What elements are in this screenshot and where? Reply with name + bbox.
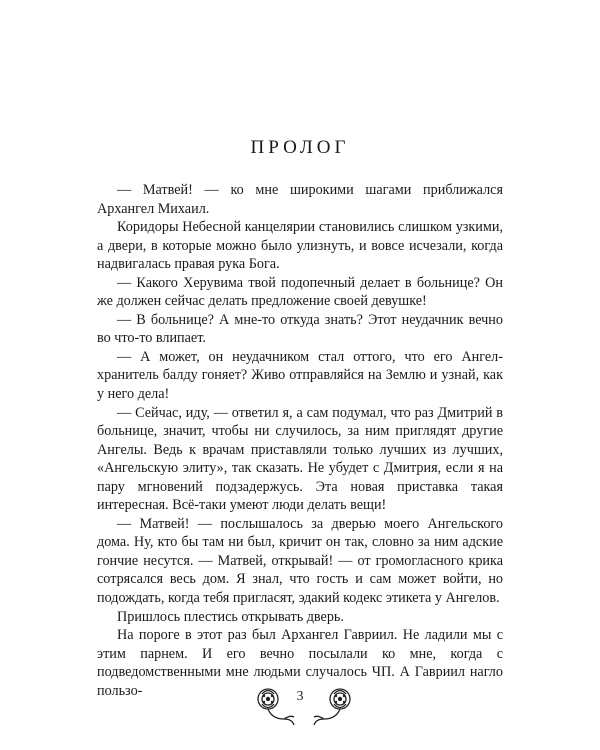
paragraph: — В больнице? А мне-то откуда знать? Этот неудачник вечно во что-то влипает.: [97, 311, 503, 347]
flower-ornament-icon: [308, 683, 358, 731]
paragraph: — А может, он неудачником стал оттого, что его Ангел-хранитель балду гоняет? Живо отправляйся на Землю и узнай, как у него дела!: [97, 348, 503, 403]
page-footer: [0, 683, 600, 733]
paragraph: — Какого Херувима твой подопечный делает в больнице? Он же должен сейчас делать предложение своей девушке!: [97, 274, 503, 310]
paragraph: — Матвей! — ко мне широкими шагами приближался Архангел Михаил.: [97, 182, 503, 217]
page-number: 3: [296, 689, 304, 704]
paragraph: — Матвей! — послышалось за дверью моего Ангельского дома. Ну, кто бы там ни был, кричит он так, словно за ним адские гончие несутся. — Матвей, открывай! — от громогласного крика сотрясался весь дом. Я знал, что гость и сам может войти, но подождать, когда тебя пригласят, эдакий кодекс этикета у Ангелов.: [97, 515, 503, 607]
paragraph: — Сейчас, иду, — ответил я, а сам подумал, что раз Дмитрий в больнице, значит, чтобы ни случилось, за ним приглядят другие Ангелы. Ведь к врачам приставляли только лучших из лучших, «Ангельскую элиту», так сказать. Не убудет с Дмитрия, если я на пару мгновений подзадержусь. Эта новая приставка такая интересная. Всё-таки умеют люди делать вещи!: [97, 404, 503, 514]
chapter-title: ПРОЛОГ: [250, 137, 350, 158]
paragraph: Коридоры Небесной канцелярии становились слишком узкими, а двери, в которые можно было улизнуть, и вовсе исчезали, когда надвигалась правая рука Бога.: [97, 219, 503, 273]
paragraph: Пришлось плестись открывать дверь.: [117, 608, 344, 625]
body-text: [97, 181, 503, 700]
paragraph: На пороге в этот раз был Архангел Гавриил. Не ладили мы с этим парнем. И его вечно посылали ко мне, когда с подведомственными мне людьми случалось ЧП. А Гавриил нагло пользо-: [97, 627, 503, 699]
